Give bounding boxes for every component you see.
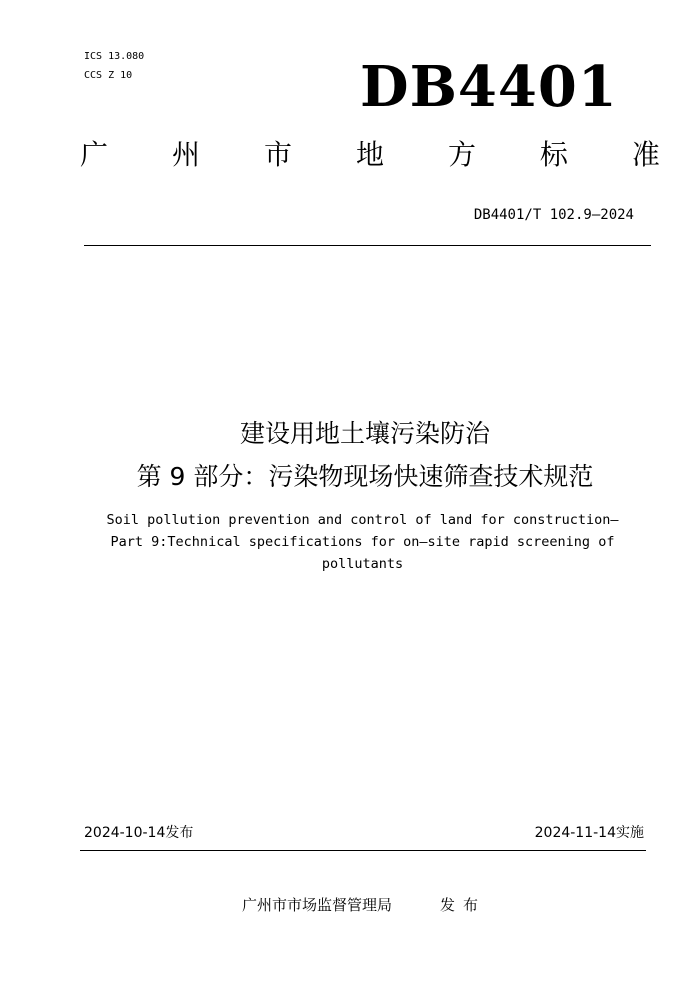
publish-date: 2024-10-14发布 [84, 825, 194, 841]
standard-code-logo: DB4401 [360, 54, 618, 120]
implement-date: 2024-11-14实施 [534, 825, 644, 841]
standard-type-char: 标 [539, 138, 568, 171]
standard-type-char: 准 [631, 138, 660, 171]
standard-type [80, 137, 660, 173]
ccs-code: CCS Z 10 [84, 70, 133, 81]
document-title-line1: 建设用地土壤污染防治 [239, 419, 490, 448]
ics-code: ICS 13.080 [84, 51, 145, 62]
standard-type-char: 广 [80, 138, 109, 171]
english-title-line: Part 9:Technical specifications for on—site rapid screening of [110, 534, 615, 550]
english-title-line: pollutants [321, 556, 404, 572]
english-title-line: Soil pollution prevention and control of land for construction— [106, 512, 619, 528]
english-title [90, 509, 635, 575]
header-divider [84, 245, 651, 246]
issue-label: 发布 [440, 896, 487, 914]
document-title-line2: 第 9 部分：污染物现场快速筛查技术规范 [136, 462, 594, 491]
standard-type-char: 州 [171, 138, 200, 171]
issuer-name: 广州市市场监督管理局 [242, 896, 393, 914]
standard-type-char: 市 [263, 138, 292, 171]
footer-divider [80, 850, 646, 851]
standard-number: DB4401/T 102.9—2024 [473, 207, 634, 223]
standard-type-char: 地 [355, 138, 384, 171]
standard-type-char: 方 [447, 138, 476, 171]
